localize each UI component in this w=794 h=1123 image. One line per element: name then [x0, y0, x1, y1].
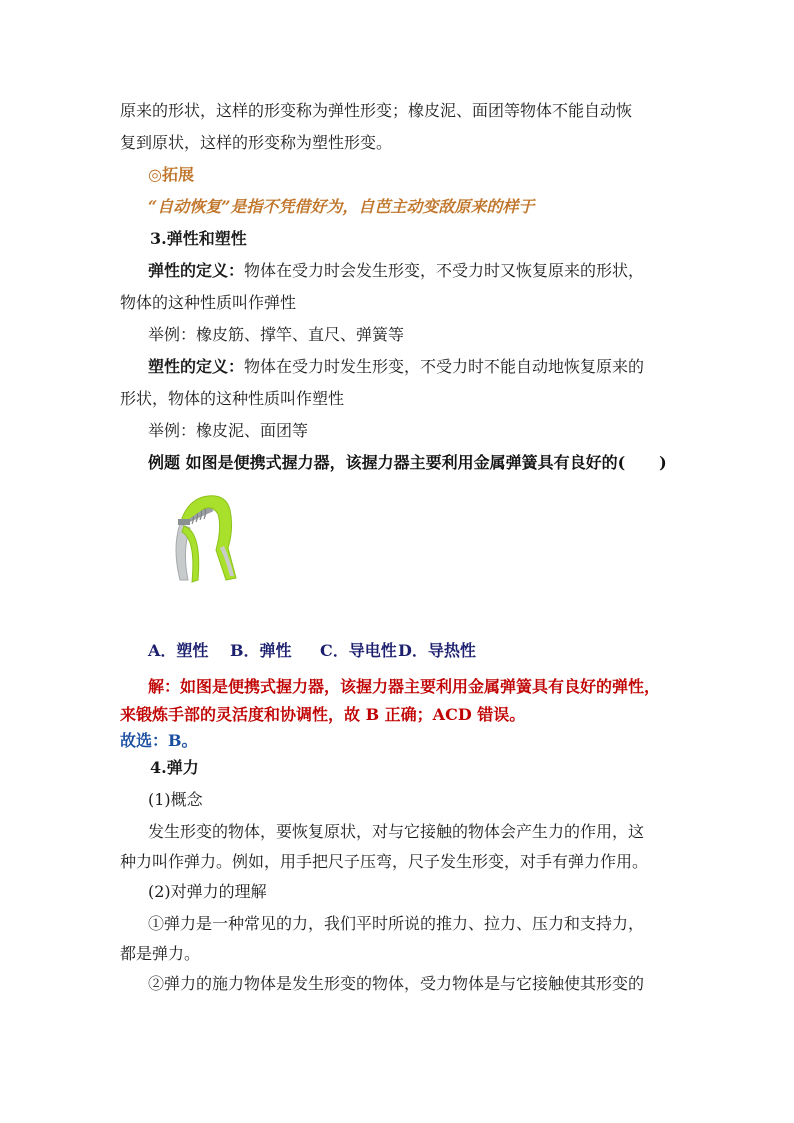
- plastic-definition: [148, 357, 644, 377]
- option-d: D．导热性: [398, 641, 476, 660]
- text-line: ②弹力的施力物体是发生形变的物体，受力物体是与它接触使其形变的: [148, 974, 645, 993]
- section-title-4: 4.弹力: [150, 758, 199, 777]
- question-close-paren: ): [659, 453, 667, 472]
- elastic-definition: [148, 261, 644, 281]
- section-title-3: 3.弹性和塑性: [150, 229, 247, 248]
- elastic-label: 弹性的定义：: [148, 261, 245, 280]
- example-label: 例题: [148, 453, 181, 472]
- elastic-example: 举例：橡皮筋、撑竿、直尺、弹簧等: [148, 325, 405, 344]
- text-line: 物体的这种性质叫作弹性: [120, 293, 297, 312]
- hand-gripper-icon: [168, 488, 248, 588]
- extension-heading: ◎拓展: [148, 165, 194, 184]
- answer-options: [148, 641, 476, 661]
- text-line: 复到原状，这样的形变称为塑性形变。: [120, 133, 393, 152]
- option-c: C．导电性: [320, 641, 397, 660]
- plastic-example: 举例：橡皮泥、面团等: [148, 421, 309, 440]
- extension-note: “自动恢复”是指不凭借好为，自芭主动变敌原来的样于: [148, 197, 535, 216]
- option-b: B．弹性: [230, 641, 292, 660]
- text-line: ①弹力是一种常见的力，我们平时所说的推力、拉力、压力和支持力，: [148, 914, 645, 933]
- plastic-label: 塑性的定义：: [148, 357, 245, 376]
- subheading: (2)对弹力的理解: [148, 882, 267, 901]
- option-a: A．塑性: [148, 641, 209, 660]
- example-question: [148, 453, 667, 473]
- text-line: 都是弹力。: [120, 944, 201, 963]
- elastic-def-text: 物体在受力时会发生形变，不受力时又恢复原来的形状，: [244, 261, 645, 280]
- text-line: 原来的形状，这样的形变称为弹性形变；橡皮泥、面团等物体不能自动恢: [120, 101, 633, 120]
- question-text: 如图是便携式握力器，该握力器主要利用金属弹簧具有良好的(: [180, 453, 626, 472]
- text-line: 形状，物体的这种性质叫作塑性: [120, 389, 345, 408]
- text-line: 种力叫作弹力。例如，用手把尺子压弯，尺子发生形变，对手有弹力作用。: [120, 852, 649, 871]
- solution-line: 来锻炼手部的灵活度和协调性，故 B 正确；ACD 错误。: [120, 705, 526, 724]
- solution-line: 解：如图是便携式握力器，该握力器主要利用金属弹簧具有良好的弹性，: [148, 677, 661, 696]
- plastic-def-text: 物体在受力时发生形变，不受力时不能自动地恢复原来的: [244, 357, 645, 376]
- subheading: (1)概念: [148, 790, 203, 809]
- text-line: 发生形变的物体，要恢复原状，对与它接触的物体会产生力的作用，这: [148, 822, 645, 841]
- answer-line: 故选：B。: [120, 731, 198, 750]
